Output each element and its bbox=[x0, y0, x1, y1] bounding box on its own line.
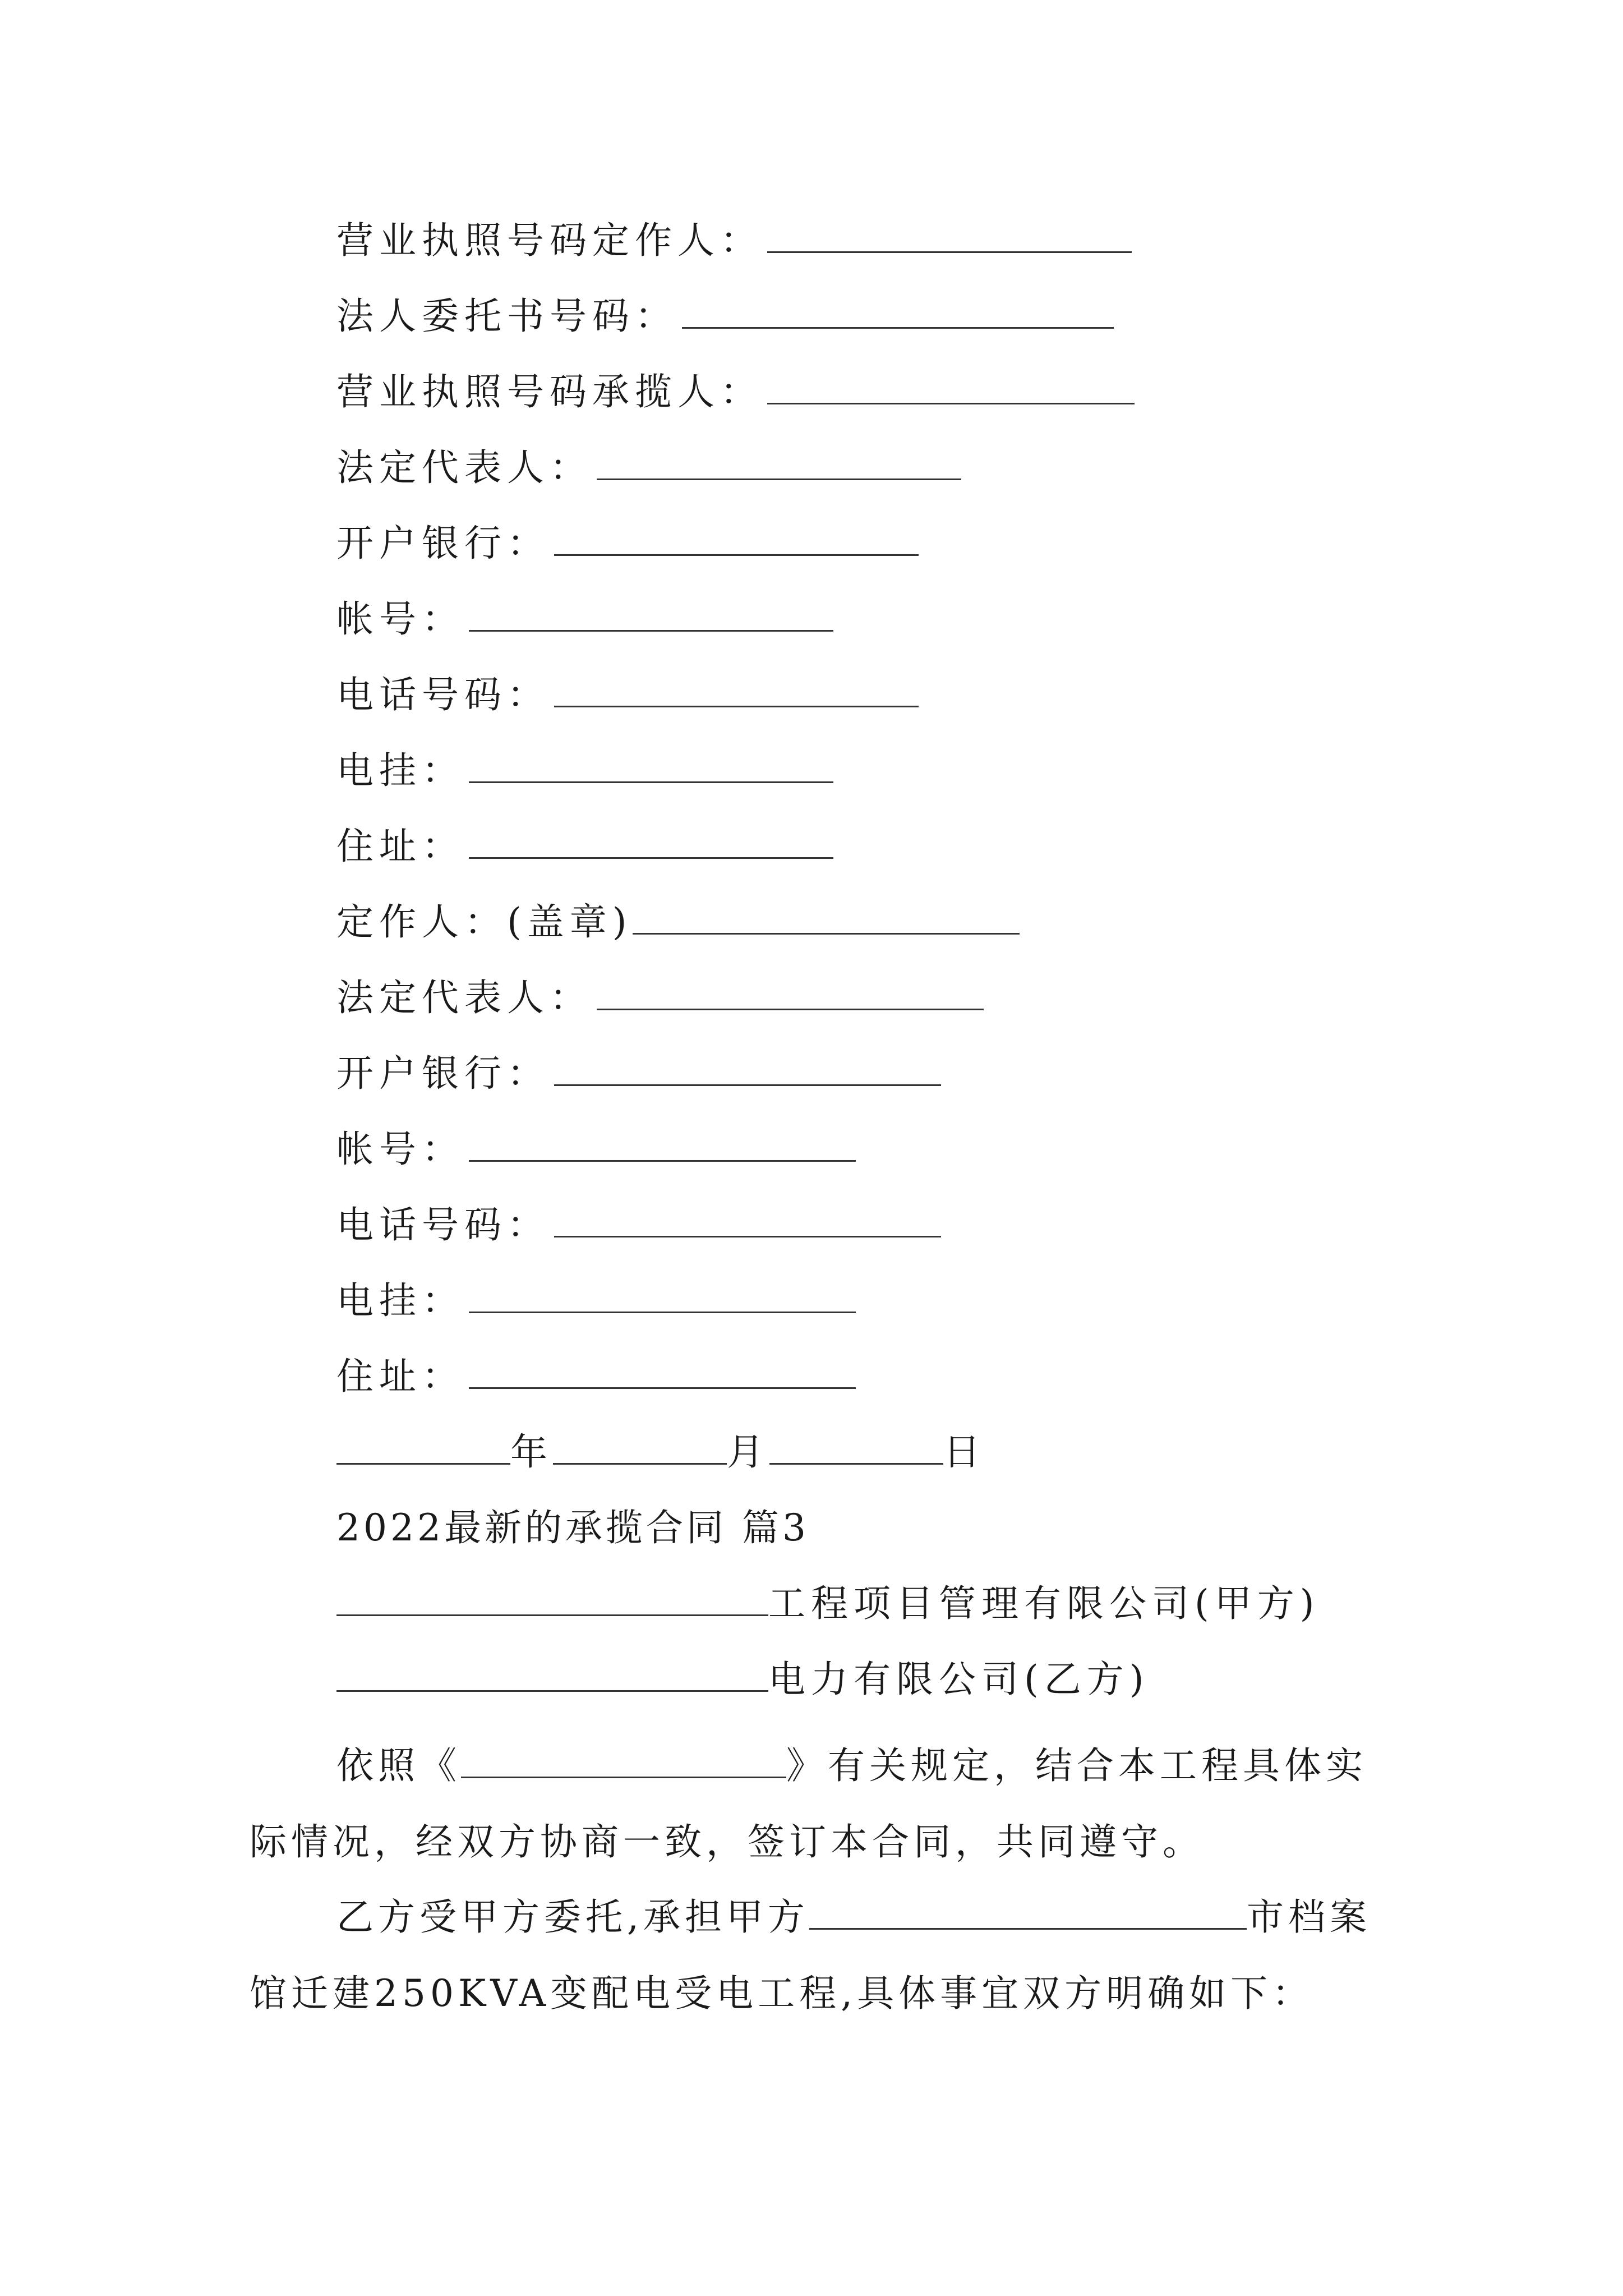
blank-line[interactable] bbox=[469, 595, 833, 632]
field-business-license-contractor bbox=[336, 368, 1135, 416]
field-label: 营业执照号码承揽人： bbox=[336, 370, 763, 413]
blank-line[interactable] bbox=[767, 368, 1135, 404]
field-telegraph bbox=[336, 747, 833, 795]
day-label: 日 bbox=[943, 1430, 986, 1474]
field-address bbox=[336, 822, 833, 871]
field-label: 法定代表人： bbox=[336, 446, 592, 489]
field-label: 法定代表人： bbox=[336, 976, 592, 1019]
date-line bbox=[336, 1428, 986, 1476]
year-label: 年 bbox=[510, 1430, 553, 1474]
field-phone bbox=[336, 671, 919, 719]
field-label: 电挂： bbox=[336, 1279, 464, 1322]
party-a-blank[interactable] bbox=[336, 1580, 768, 1616]
field-label: 营业执照号码定作人： bbox=[336, 219, 763, 262]
blank-line[interactable] bbox=[633, 898, 1020, 935]
blank-line[interactable] bbox=[767, 217, 1132, 253]
field-bank bbox=[336, 519, 919, 568]
field-legal-representative-2 bbox=[336, 974, 984, 1022]
section-title: 2022最新的承揽合同 篇3 bbox=[336, 1506, 809, 1549]
field-telegraph-2 bbox=[336, 1277, 856, 1325]
blank-line[interactable] bbox=[554, 1201, 941, 1237]
field-label: 开户银行： bbox=[336, 522, 550, 565]
field-bank-2 bbox=[336, 1050, 941, 1098]
field-power-of-attorney bbox=[336, 292, 1114, 341]
field-label: 住址： bbox=[336, 1355, 464, 1398]
year-blank[interactable] bbox=[336, 1428, 510, 1465]
blank-line[interactable] bbox=[597, 974, 984, 1010]
month-label: 月 bbox=[727, 1430, 769, 1474]
day-blank[interactable] bbox=[769, 1428, 943, 1465]
blank-line[interactable] bbox=[469, 1352, 856, 1389]
paragraph-basis bbox=[250, 1728, 1388, 1880]
blank-line[interactable] bbox=[469, 1277, 856, 1313]
field-label: 电挂： bbox=[336, 749, 464, 792]
field-label: 定作人：(盖章) bbox=[336, 900, 633, 944]
blank-line[interactable] bbox=[469, 1125, 856, 1162]
party-a-line bbox=[336, 1580, 1320, 1628]
party-a-label: 工程项目管理有限公司(甲方) bbox=[768, 1582, 1320, 1625]
para1-before: 依照《 bbox=[336, 1744, 461, 1787]
field-address-2 bbox=[336, 1352, 856, 1401]
blank-line[interactable] bbox=[682, 292, 1114, 329]
field-account-2 bbox=[336, 1125, 856, 1174]
para1-after: 》有关规定，结合本工程具体实际情况，经双方协商一致，签订本合同，共同遵守。 bbox=[250, 1744, 1367, 1864]
law-name-blank[interactable] bbox=[461, 1744, 786, 1778]
paragraph-scope bbox=[250, 1879, 1388, 2032]
party-b-label: 电力有限公司(乙方) bbox=[768, 1658, 1150, 1701]
field-commissioning-party-seal bbox=[336, 898, 1020, 946]
blank-line[interactable] bbox=[554, 1050, 941, 1086]
blank-line[interactable] bbox=[469, 822, 833, 859]
party-b-blank[interactable] bbox=[336, 1655, 768, 1692]
field-label: 法人委托书号码： bbox=[336, 295, 677, 338]
field-legal-representative bbox=[336, 444, 961, 492]
field-label: 电话号码： bbox=[336, 673, 550, 716]
field-business-license-commissioning bbox=[336, 217, 1132, 265]
party-b-line bbox=[336, 1655, 1150, 1704]
blank-line[interactable] bbox=[597, 444, 961, 480]
para2-after: 市档案馆迁建250KVA变配电受电工程,具体事宜双方明确如下： bbox=[250, 1895, 1371, 2015]
field-phone-2 bbox=[336, 1201, 941, 1249]
field-label: 帐号： bbox=[336, 1128, 464, 1171]
field-label: 电话号码： bbox=[336, 1203, 550, 1246]
blank-line[interactable] bbox=[554, 519, 919, 556]
client-blank[interactable] bbox=[809, 1895, 1247, 1930]
field-label: 帐号： bbox=[336, 597, 464, 641]
blank-line[interactable] bbox=[469, 747, 833, 783]
field-account bbox=[336, 595, 833, 643]
field-label: 开户银行： bbox=[336, 1052, 550, 1095]
blank-line[interactable] bbox=[554, 671, 919, 707]
para2-before: 乙方受甲方委托,承担甲方 bbox=[336, 1895, 809, 1939]
month-blank[interactable] bbox=[553, 1428, 727, 1465]
field-label: 住址： bbox=[336, 825, 464, 868]
